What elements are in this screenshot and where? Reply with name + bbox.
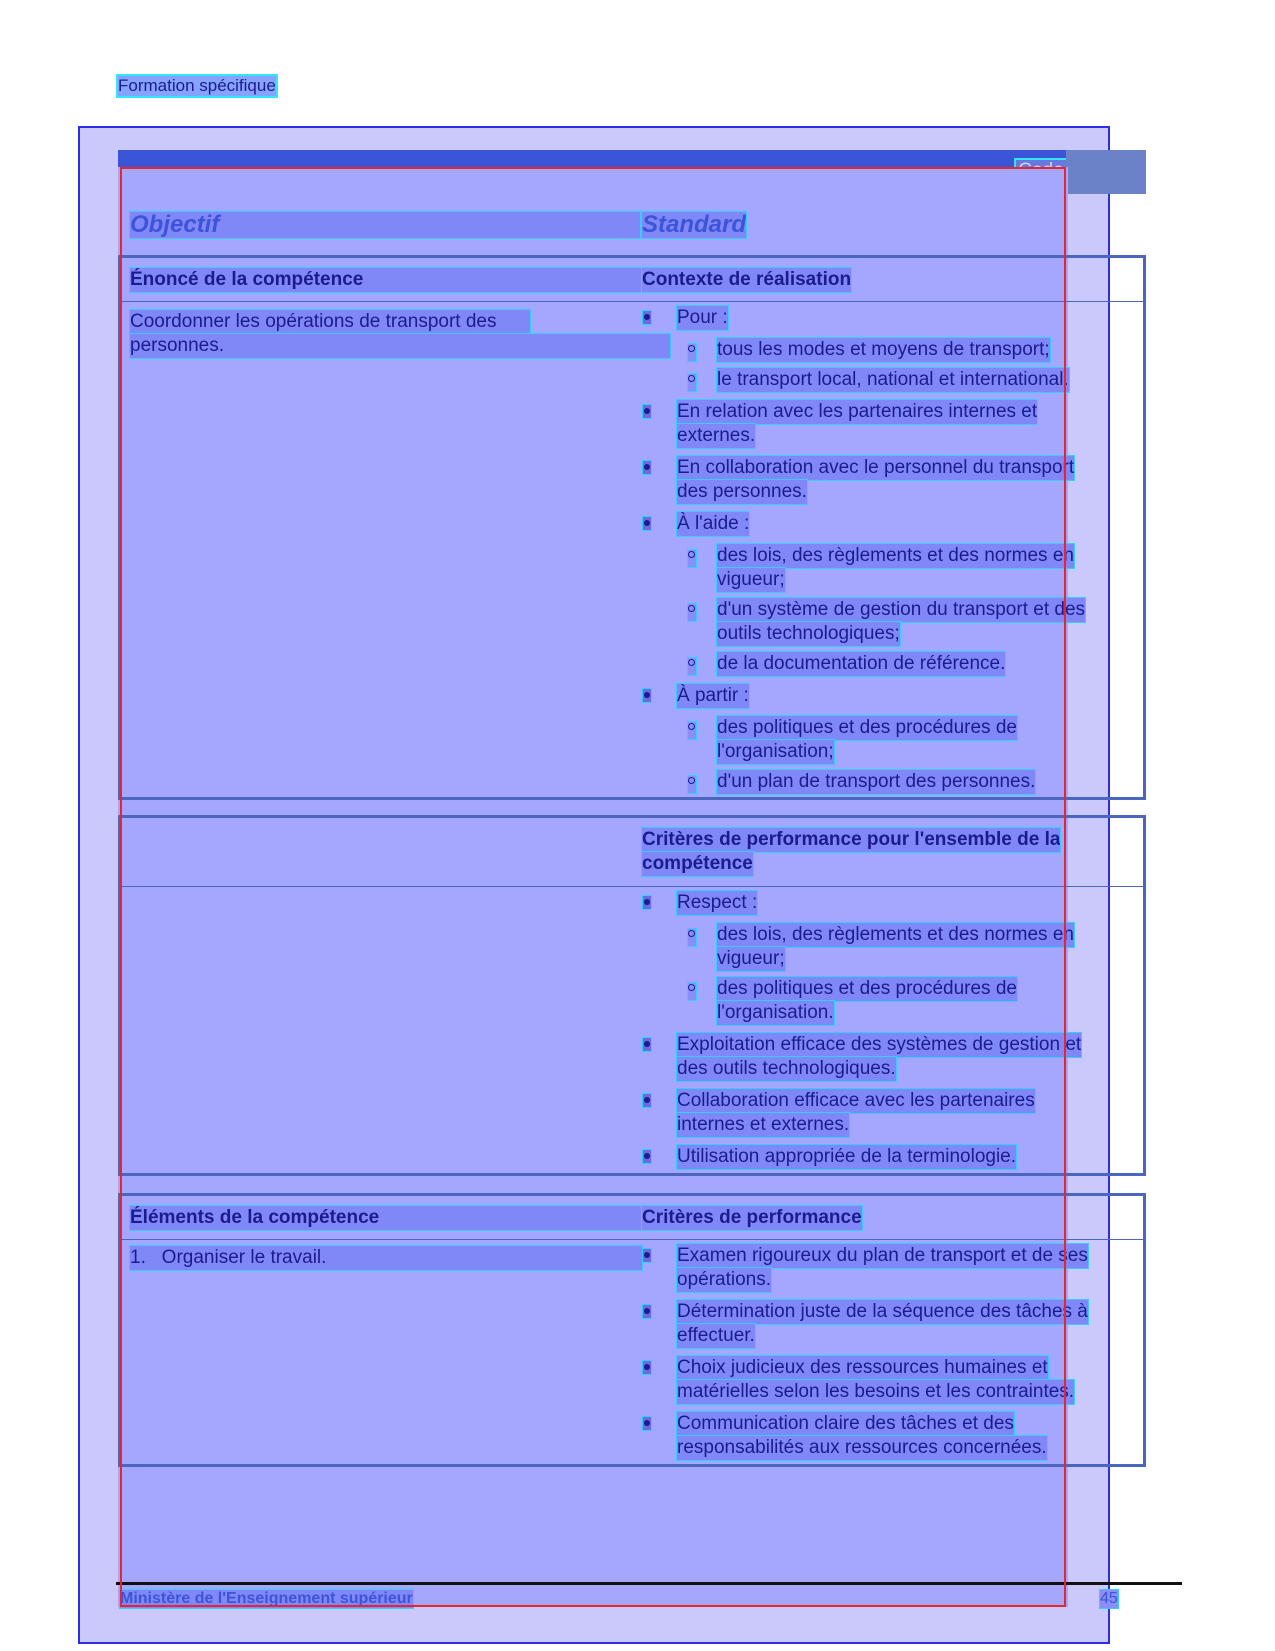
sub-list-item: des lois, des règlements et des normes en [717,924,1074,945]
bullet-icon [643,1361,651,1374]
list-item: effectuer. [677,1325,755,1346]
sub-list-item: d'un plan de transport des personnes. [717,771,1036,792]
heading-criteres: Critères de performance [642,1207,862,1228]
heading-criteres-ensemble: Critères de performance pour l'ensemble de la [642,829,1061,850]
element-1: 1. Organiser le travail. [130,1246,642,1270]
heading-contexte: Contexte de réalisation [642,269,852,290]
footer-ministry: Ministère de l'Enseignement supérieur [120,1590,413,1607]
bullet-icon [643,517,651,530]
sub-bullet-icon [688,344,696,361]
bullet-icon [643,1038,651,1051]
list-item: responsabilités aux ressources concernées. [677,1437,1047,1458]
list-item: Choix judicieux des ressources humaines et [677,1357,1048,1378]
list-item: des personnes. [677,481,807,502]
list-item: Utilisation appropriée de la terminologie. [677,1146,1017,1167]
list-item: internes et externes. [677,1114,850,1135]
list-item: externes. [677,425,756,446]
bullet-icon [643,405,651,418]
column-header-standard: Standard [642,211,747,238]
footer-rule [116,1582,1182,1585]
sub-bullet-icon [688,658,696,675]
sub-bullet-icon [688,722,696,739]
list-item: Détermination juste de la séquence des tâches à [677,1301,1088,1322]
sub-bullet-icon [688,929,696,946]
sub-list-item: outils technologiques; [717,623,900,644]
list-item: À l'aide : [677,513,750,534]
sub-list-item: de la documentation de référence. [717,653,1006,674]
competency-statement: personnes. [130,334,670,358]
section-divider [121,1239,1143,1240]
bullet-icon [643,689,651,702]
competency-statement: Coordonner les opérations de transport des [130,310,530,334]
sub-bullet-icon [688,983,696,1000]
column-header-objectif: Objectif [130,212,640,238]
sub-list-item: vigueur; [717,948,785,969]
sub-bullet-icon [688,776,696,793]
sub-bullet-icon [688,604,696,621]
sub-list-item: vigueur; [717,569,785,590]
section-divider [121,301,1143,302]
sub-list-item: tous les modes et moyens de transport; [717,339,1050,360]
page-number: 45 [1100,1590,1118,1607]
heading-criteres-ensemble: compétence [642,853,753,874]
bullet-icon [643,311,651,324]
list-item: matérielles selon les besoins et les contraintes. [677,1381,1075,1402]
bullet-icon [643,896,651,909]
list-item: Respect : [677,892,758,913]
list-item: Examen rigoureux du plan de transport et de ses [677,1245,1088,1266]
sub-list-item: d'un système de gestion du transport et des [717,599,1086,620]
sub-list-item: le transport local, national et international. [717,369,1069,390]
bullet-icon [643,1150,651,1163]
list-item: Pour : [677,307,728,328]
sub-bullet-icon [688,550,696,567]
sub-list-item: l'organisation. [717,1002,834,1023]
list-item: Collaboration efficace avec les partenaires [677,1090,1035,1111]
heading-enonce: Énoncé de la compétence [130,268,642,292]
code-cell [1066,150,1146,194]
heading-elements: Éléments de la compétence [130,1206,642,1230]
list-item: En collaboration avec le personnel du transport [677,457,1075,478]
sub-bullet-icon [688,374,696,391]
list-item: En relation avec les partenaires internes et [677,401,1038,422]
bullet-icon [643,1094,651,1107]
sub-list-item: des lois, des règlements et des normes en [717,545,1074,566]
list-item: À partir : [677,685,749,706]
section-divider [121,886,1143,887]
sub-list-item: des politiques et des procédures de [717,978,1017,999]
bullet-icon [643,1249,651,1262]
document-header: Formation spécifique [118,76,276,95]
bullet-icon [643,1305,651,1318]
bullet-icon [643,1417,651,1430]
list-item: des outils technologiques. [677,1058,896,1079]
bullet-icon [643,461,651,474]
list-item: Communication claire des tâches et des [677,1413,1014,1434]
list-item: Exploitation efficace des systèmes de gestion et [677,1034,1082,1055]
sub-list-item: l'organisation; [717,741,834,762]
list-item: opérations. [677,1269,772,1290]
sub-list-item: des politiques et des procédures de [717,717,1017,738]
